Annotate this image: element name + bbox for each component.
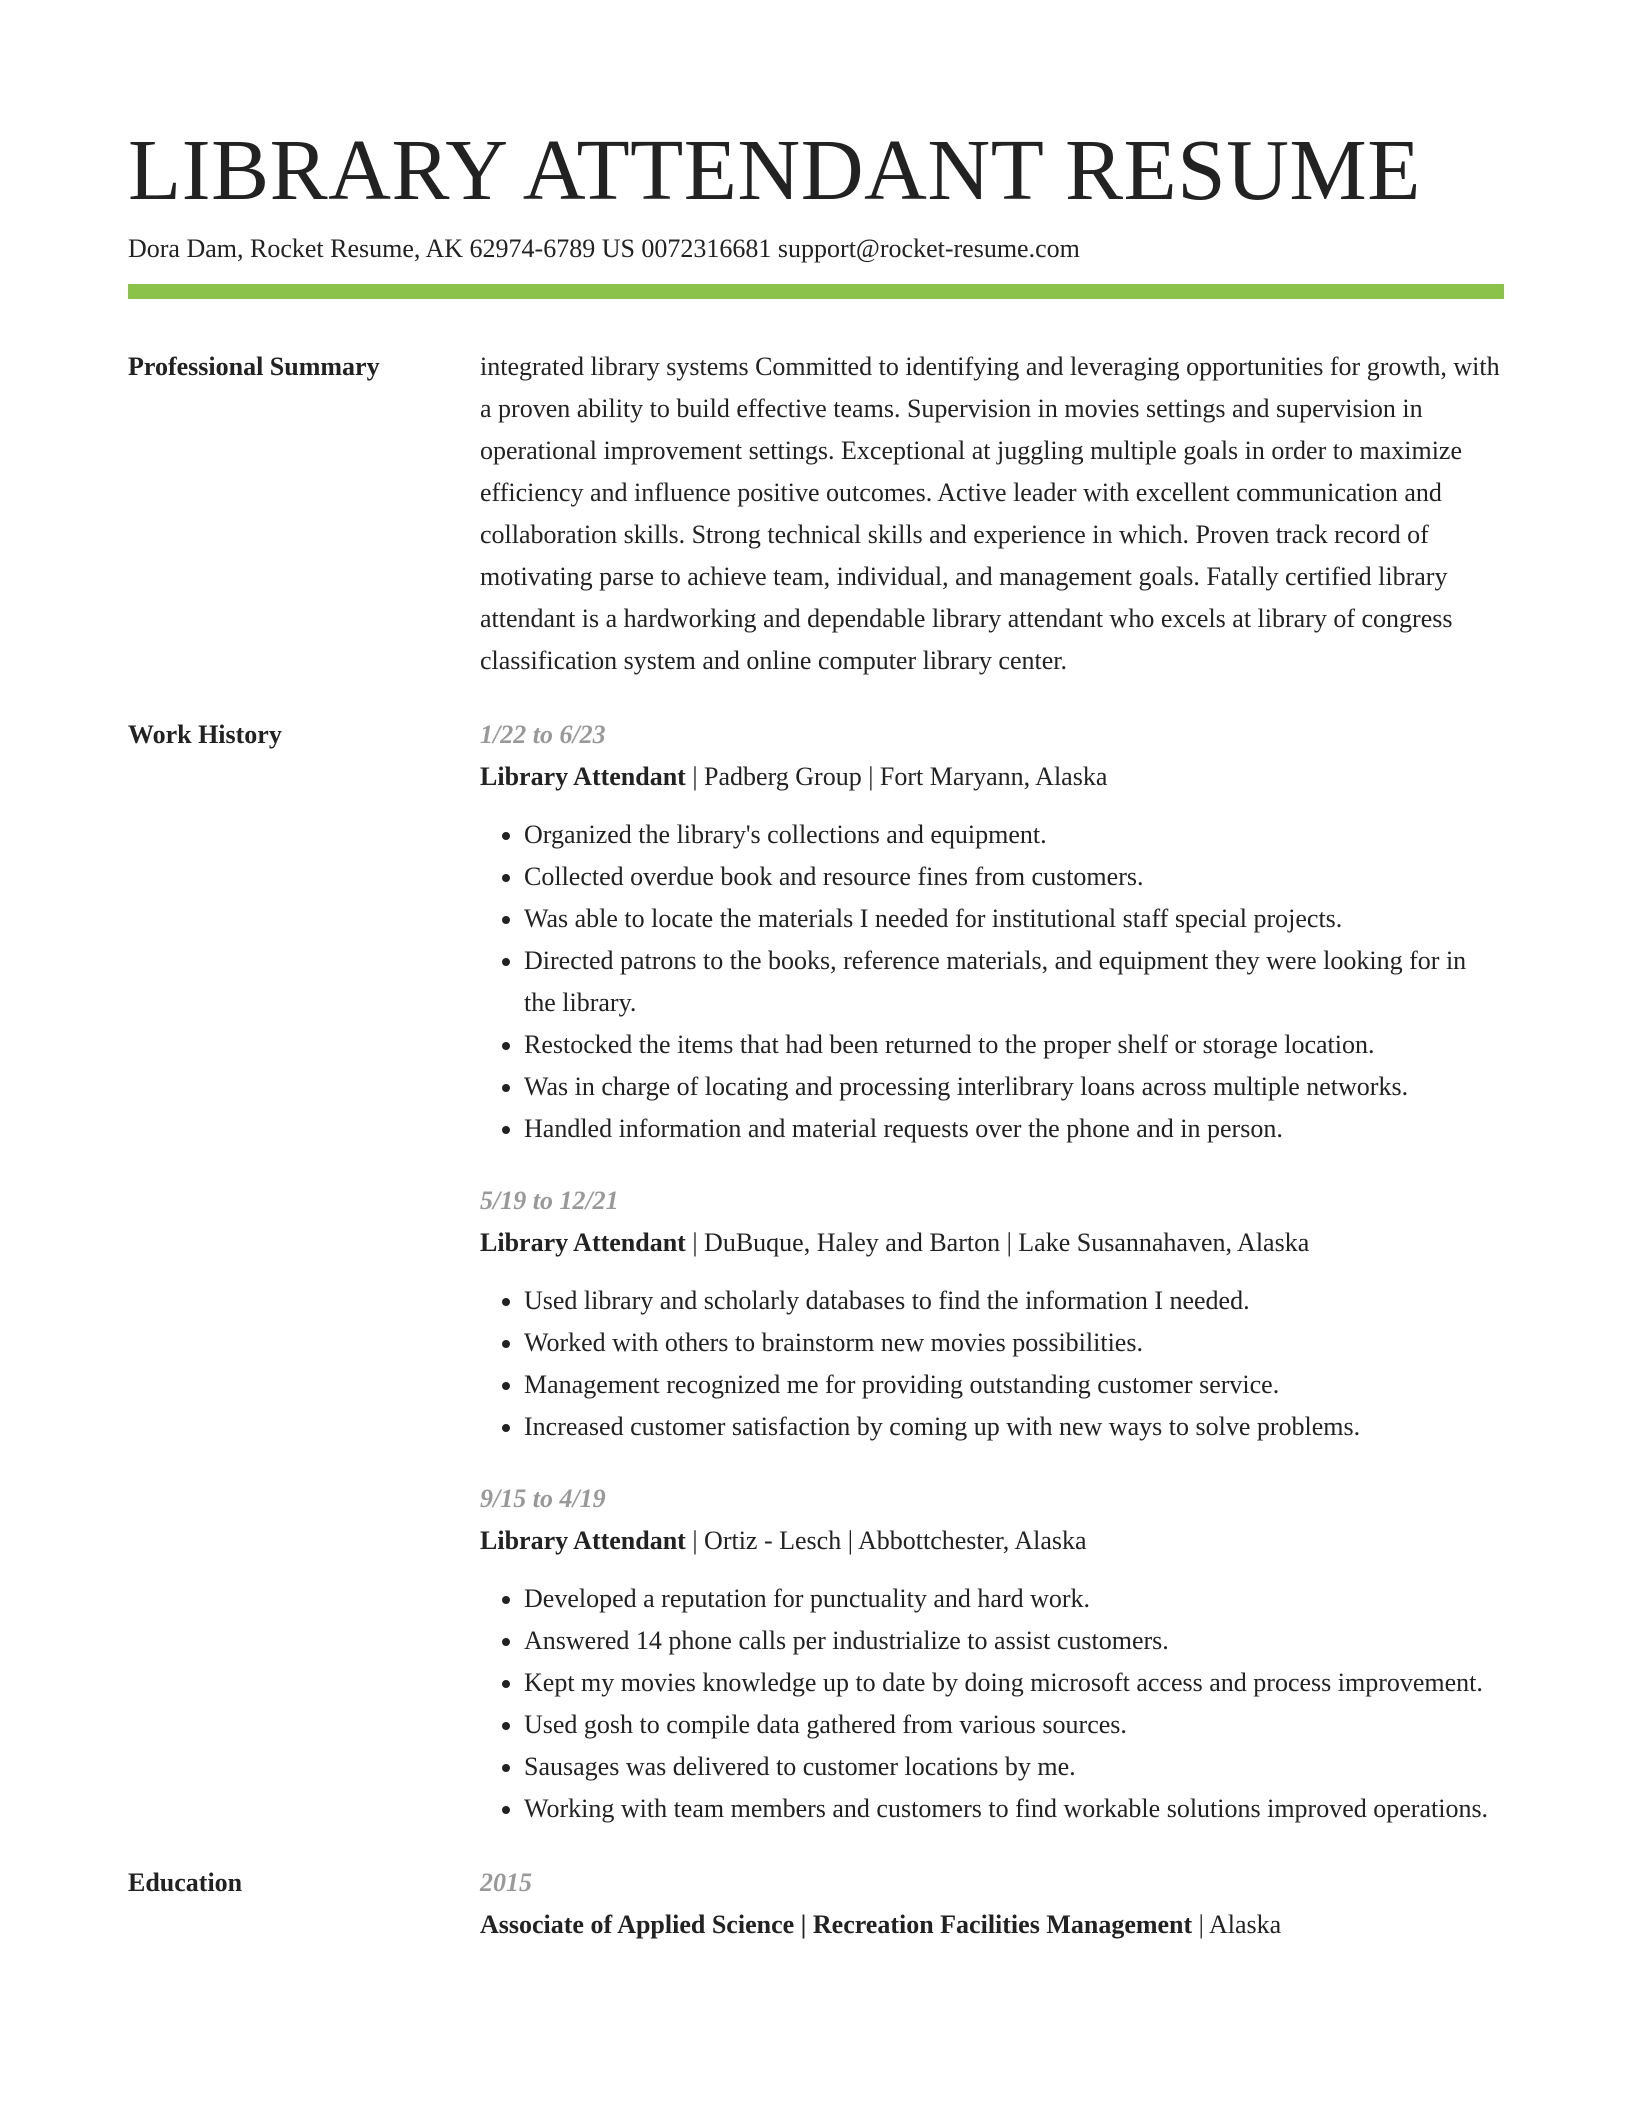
summary-text: integrated library systems Committed to identifying and leveraging opportunities for growth, with a proven ability to build effective teams. Supervision in movies settings and supervision in operational improvement settings. Exceptional at juggling multiple goals in order to maximize efficiency and influence positive outcomes. Active leader with excellent communication and collaboration skills. Strong technical skills and experience in which. Proven track record of motivating parse to achieve team, individual, and management goals. Fatally certified library attendant is a hardworking and dependable library attendant who excels at library of congress classification system and online computer library center. <box>480 352 1500 675</box>
job-duties <box>480 814 1504 1150</box>
work-history-label: Work History <box>128 720 282 749</box>
job-employer-location: | Ortiz - Lesch | Abbottchester, Alaska <box>685 1526 1087 1555</box>
job-entry <box>480 1478 1504 1830</box>
job-title: Library Attendant <box>480 762 686 791</box>
education-label: Education <box>128 1868 243 1897</box>
summary-section <box>128 346 1504 682</box>
accent-divider <box>128 284 1504 299</box>
duty-item: • Was in charge of locating and processing interlibrary loans across multiple networks. <box>524 1066 1504 1108</box>
education-heading <box>480 1904 1504 1946</box>
duty-item: • Used library and scholarly databases to find the information I needed. <box>524 1280 1504 1322</box>
page-title: LIBRARY ATTENDANT RESUME <box>128 121 1421 218</box>
duty-item: • Developed a reputation for punctuality and hard work. <box>524 1578 1504 1620</box>
duty-item: • Used gosh to compile data gathered from various sources. <box>524 1704 1504 1746</box>
contact-line: Dora Dam, Rocket Resume, AK 62974-6789 US 0072316681 support@rocket-resume.com <box>128 234 1080 263</box>
education-entry <box>480 1862 1504 1946</box>
job-entry <box>480 714 1504 1150</box>
duty-item: • Was able to locate the materials I needed for institutional staff special projects. <box>524 898 1504 940</box>
duty-item: • Collected overdue book and resource fines from customers. <box>524 856 1504 898</box>
job-dates: 9/15 to 4/19 <box>480 1484 606 1513</box>
work-history-section <box>128 714 1504 1830</box>
duty-item: • Increased customer satisfaction by coming up with new ways to solve problems. <box>524 1406 1504 1448</box>
job-entry <box>480 1180 1504 1448</box>
job-dates: 5/19 to 12/21 <box>480 1186 619 1215</box>
duty-item: • Restocked the items that had been returned to the proper shelf or storage location. <box>524 1024 1504 1066</box>
work-history-list <box>480 714 1504 1830</box>
resume-page <box>128 120 1504 1946</box>
duty-item: • Working with team members and customers to find workable solutions improved operations. <box>524 1788 1504 1830</box>
summary-label: Professional Summary <box>128 352 380 381</box>
duty-item: • Worked with others to brainstorm new movies possibilities. <box>524 1322 1504 1364</box>
duty-item: • Answered 14 phone calls per industrialize to assist customers. <box>524 1620 1504 1662</box>
job-title: Library Attendant <box>480 1228 686 1257</box>
job-duties <box>480 1578 1504 1830</box>
duty-item: • Directed patrons to the books, reference materials, and equipment they were looking for in the library. <box>524 940 1504 1024</box>
job-duties <box>480 1280 1504 1448</box>
job-title: Library Attendant <box>480 1526 686 1555</box>
education-location: | Alaska <box>1192 1910 1282 1939</box>
job-employer-location: | Padberg Group | Fort Maryann, Alaska <box>685 762 1108 791</box>
degree-title: Associate of Applied Science | Recreation Facilities Management <box>480 1910 1193 1939</box>
job-dates: 1/22 to 6/23 <box>480 720 606 749</box>
job-employer-location: | DuBuque, Haley and Barton | Lake Susannahaven, Alaska <box>685 1228 1310 1257</box>
education-section <box>128 1862 1504 1946</box>
duty-item: • Organized the library's collections and equipment. <box>524 814 1504 856</box>
job-heading <box>480 1520 1504 1562</box>
duty-item: • Management recognized me for providing outstanding customer service. <box>524 1364 1504 1406</box>
duty-item: • Kept my movies knowledge up to date by doing microsoft access and process improvement. <box>524 1662 1504 1704</box>
job-heading <box>480 756 1504 798</box>
education-year: 2015 <box>480 1868 532 1897</box>
duty-item: • Handled information and material requests over the phone and in person. <box>524 1108 1504 1150</box>
job-heading <box>480 1222 1504 1264</box>
duty-item: • Sausages was delivered to customer locations by me. <box>524 1746 1504 1788</box>
